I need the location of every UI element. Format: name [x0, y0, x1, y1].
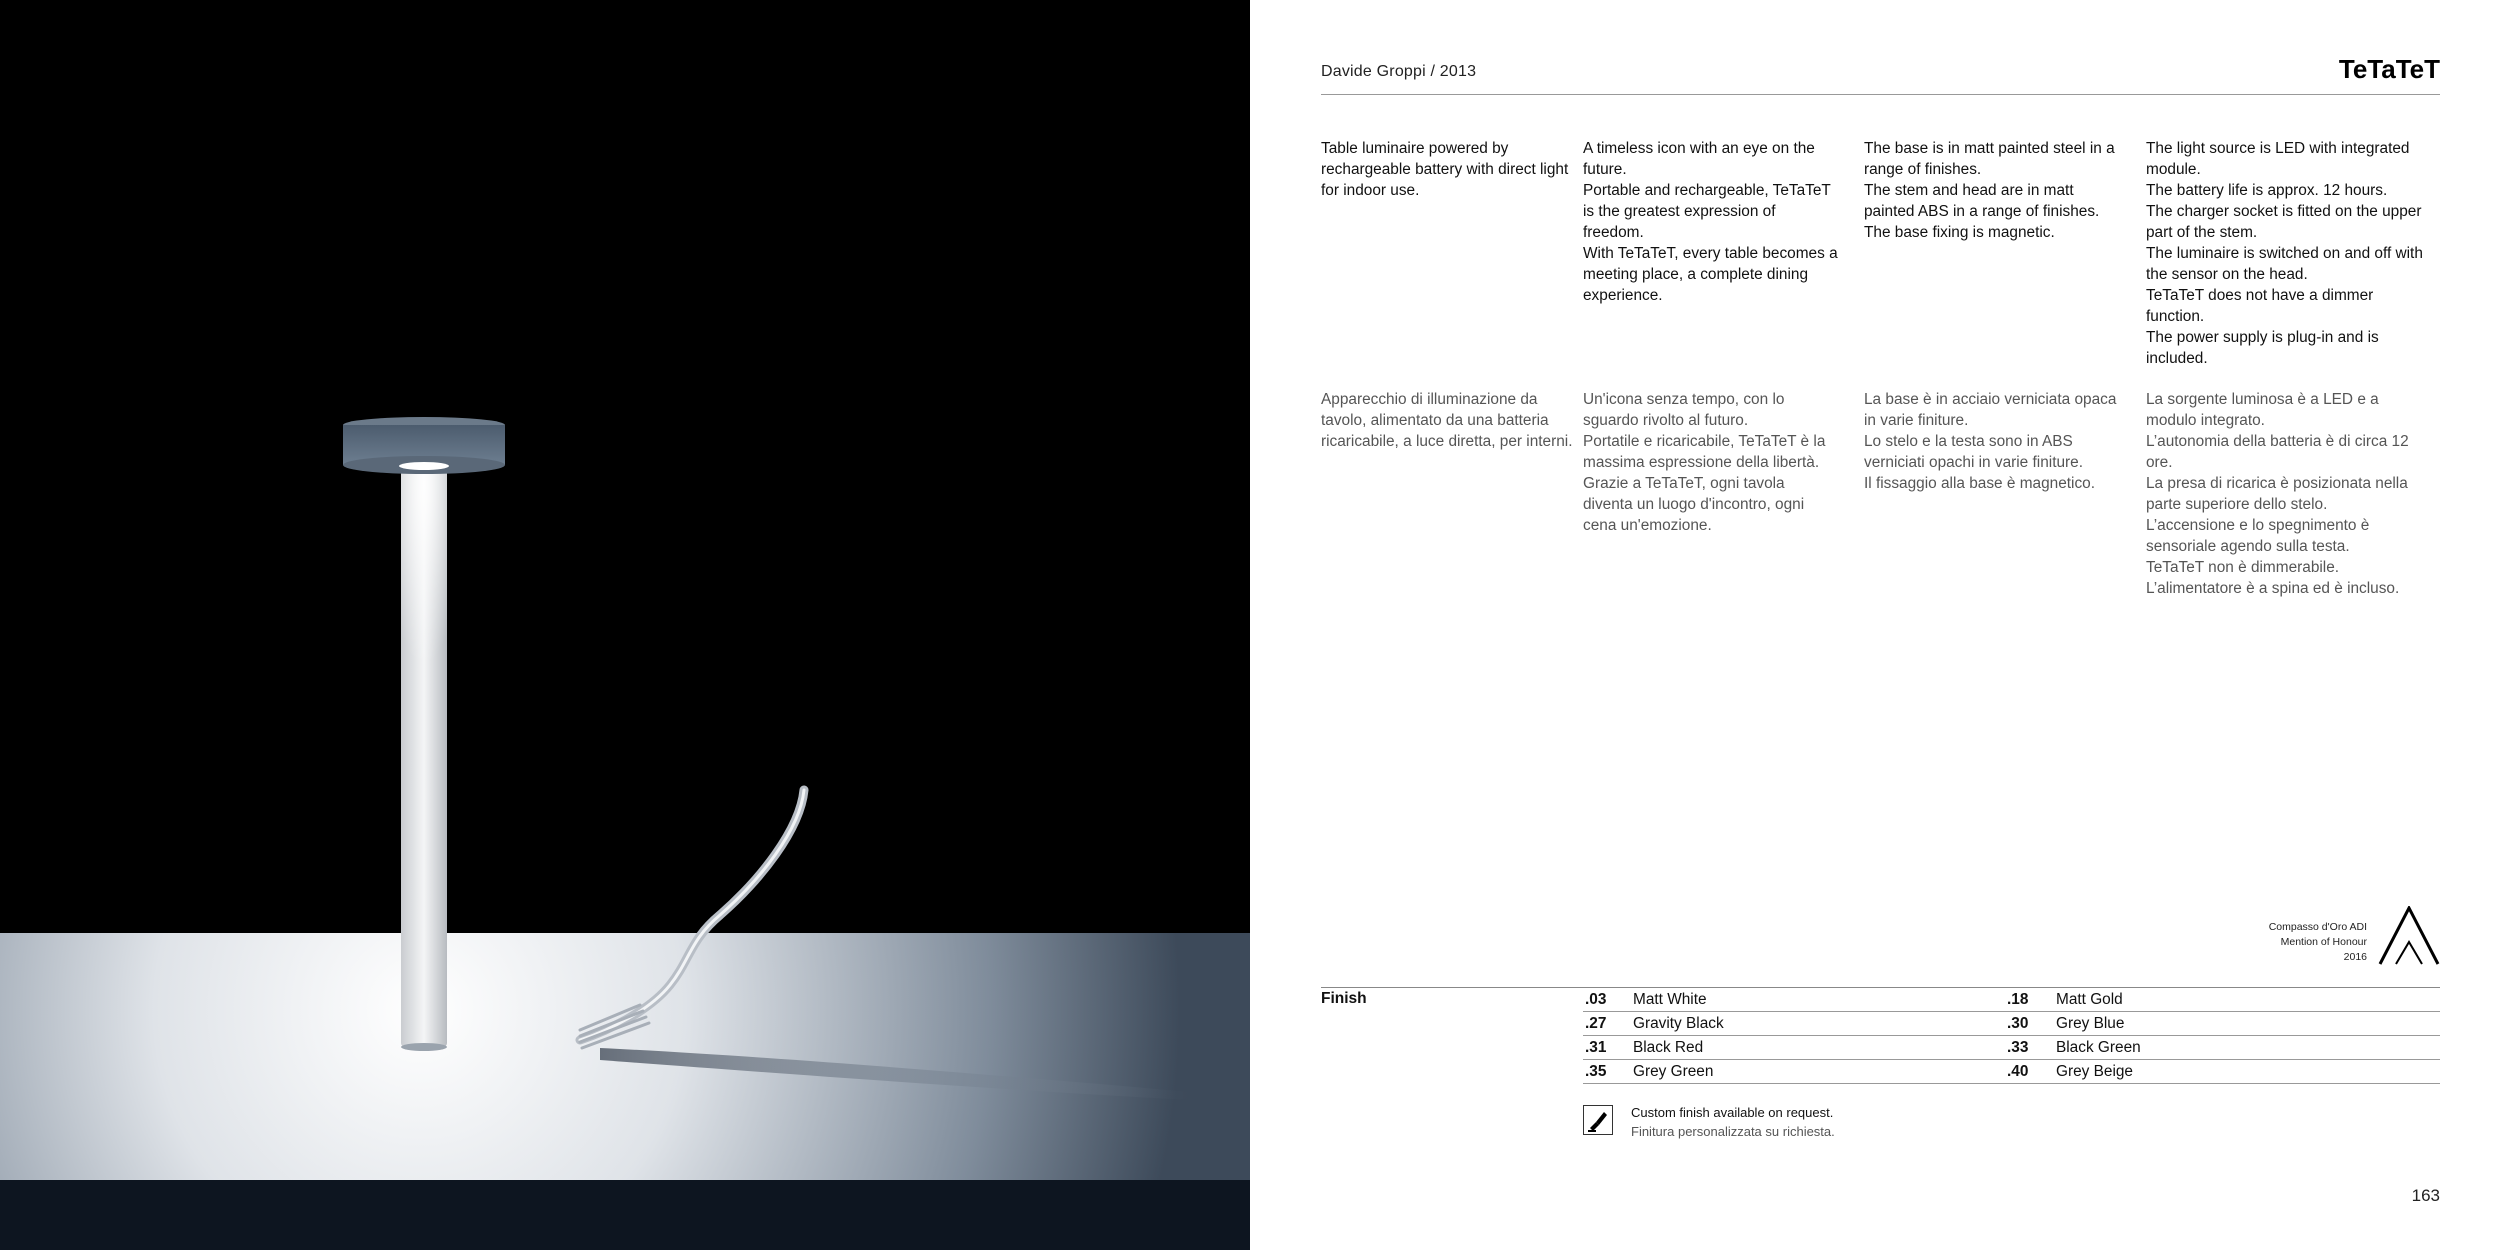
description-paragraph: Table luminaire powered by rechargeable battery with direct light for indoor use. [1321, 140, 1569, 199]
finish-row [1583, 1060, 2440, 1084]
finish-table [1583, 988, 2440, 1084]
description-paragraph: The base is in matt painted steel in a range of finishes. [1864, 140, 2115, 178]
finish-name: Grey Beige [2056, 1063, 2133, 1080]
designer-and-year: Davide Groppi / 2013 [1321, 63, 1477, 80]
description-it-col-1 [1321, 389, 1576, 452]
description-paragraph: Grazie a TeTaTeT, ogni tavola diventa un luogo d'incontro, ogni cena un'emozione. [1583, 475, 1805, 534]
finish-name: Grey Green [1633, 1063, 1714, 1080]
description-it-col-3 [1864, 389, 2119, 494]
finish-code: .18 [2007, 991, 2029, 1008]
custom-finish-text [1631, 1103, 1835, 1141]
finish-name: Matt Gold [2056, 991, 2123, 1008]
description-paragraph: La sorgente luminosa è a LED e a modulo integrato. [2146, 391, 2379, 429]
description-paragraph: TeTaTeT does not have a dimmer function. [2146, 287, 2374, 325]
description-paragraph: Lo stelo e la testa sono in ABS verniciati opachi in varie finiture. [1864, 433, 2083, 471]
description-paragraph: With TeTaTeT, every table becomes a meeting place, a complete dining experience. [1583, 245, 1838, 304]
description-paragraph: The power supply is plug-in and is included. [2146, 329, 2379, 367]
description-en-col-2 [1583, 138, 1838, 306]
finish-name: Black Red [1633, 1039, 1704, 1056]
finish-name: Black Green [2056, 1039, 2141, 1056]
finish-name: Grey Blue [2056, 1015, 2125, 1032]
description-paragraph: The base fixing is magnetic. [1864, 224, 2055, 241]
finish-code: .03 [1585, 991, 1607, 1008]
description-paragraph: L’alimentatore è a spina ed è incluso. [2146, 580, 2400, 597]
description-paragraph: L’accensione e lo spegnimento è sensoriale agendo sulla testa. [2146, 517, 2370, 555]
description-paragraph: A timeless icon with an eye on the future. [1583, 140, 1815, 178]
finish-row [1583, 1036, 2440, 1060]
finish-code: .27 [1585, 1015, 1607, 1032]
custom-finish-it: Finitura personalizzata su richiesta. [1631, 1124, 1835, 1139]
product-title: TeTaTeT [2338, 54, 2440, 84]
award-mention: Mention of Honour [2280, 936, 2367, 948]
description-paragraph: The battery life is approx. 12 hours. [2146, 182, 2388, 199]
description-paragraph: Apparecchio di illuminazione da tavolo, alimentato da una batteria ricaricabile, a luce diretta, per interni. [1321, 391, 1573, 450]
header-divider [1321, 94, 2440, 95]
finish-code: .35 [1585, 1063, 1607, 1080]
description-en-col-3 [1864, 138, 2119, 243]
description-paragraph: Il fissaggio alla base è magnetico. [1864, 475, 2095, 492]
description-paragraph: The stem and head are in matt painted ABS in a range of finishes. [1864, 182, 2100, 220]
finish-row [1583, 988, 2440, 1012]
award-year: 2016 [2343, 951, 2367, 963]
custom-finish-en: Custom finish available on request. [1631, 1105, 1834, 1120]
description-paragraph: The light source is LED with integrated module. [2146, 140, 2410, 178]
finish-code: .30 [2007, 1015, 2029, 1032]
description-it-col-2 [1583, 389, 1838, 536]
description-paragraph: L’autonomia della batteria è di circa 12 ore. [2146, 433, 2409, 471]
paint-brush-icon [1583, 1105, 1613, 1135]
finish-code: .31 [1585, 1039, 1607, 1056]
adi-compasso-logo-icon [2378, 906, 2440, 966]
description-en-col-4 [2146, 138, 2430, 369]
description-paragraph: Portable and rechargeable, TeTaTeT is the greatest expression of freedom. [1583, 182, 1831, 241]
description-paragraph: La presa di ricarica è posizionata nella parte superiore dello stelo. [2146, 475, 2408, 513]
finish-row [1583, 1012, 2440, 1036]
finish-name: Gravity Black [1633, 1015, 1724, 1032]
description-paragraph: The charger socket is fitted on the upper part of the stem. [2146, 203, 2422, 241]
description-paragraph: Portatile e ricaricabile, TeTaTeT è la massima espressione della libertà. [1583, 433, 1826, 471]
finish-code: .40 [2007, 1063, 2029, 1080]
description-paragraph: TeTaTeT non è dimmerabile. [2146, 559, 2340, 576]
page-number: 163 [2411, 1186, 2440, 1205]
description-en-col-1 [1321, 138, 1576, 201]
product-sheet-page [1250, 0, 2500, 1250]
description-paragraph: The luminaire is switched on and off with the sensor on the head. [2146, 245, 2423, 283]
finish-label: Finish [1321, 990, 1367, 1007]
award-name: Compasso d'Oro ADI [2268, 921, 2367, 933]
description-it-col-4 [2146, 389, 2430, 599]
description-paragraph: La base è in acciaio verniciata opaca in varie finiture. [1864, 391, 2117, 429]
description-paragraph: Un'icona senza tempo, con lo sguardo rivolto al futuro. [1583, 391, 1785, 429]
finish-name: Matt White [1633, 991, 1707, 1008]
award-text [2269, 920, 2367, 965]
finish-code: .33 [2007, 1039, 2029, 1056]
